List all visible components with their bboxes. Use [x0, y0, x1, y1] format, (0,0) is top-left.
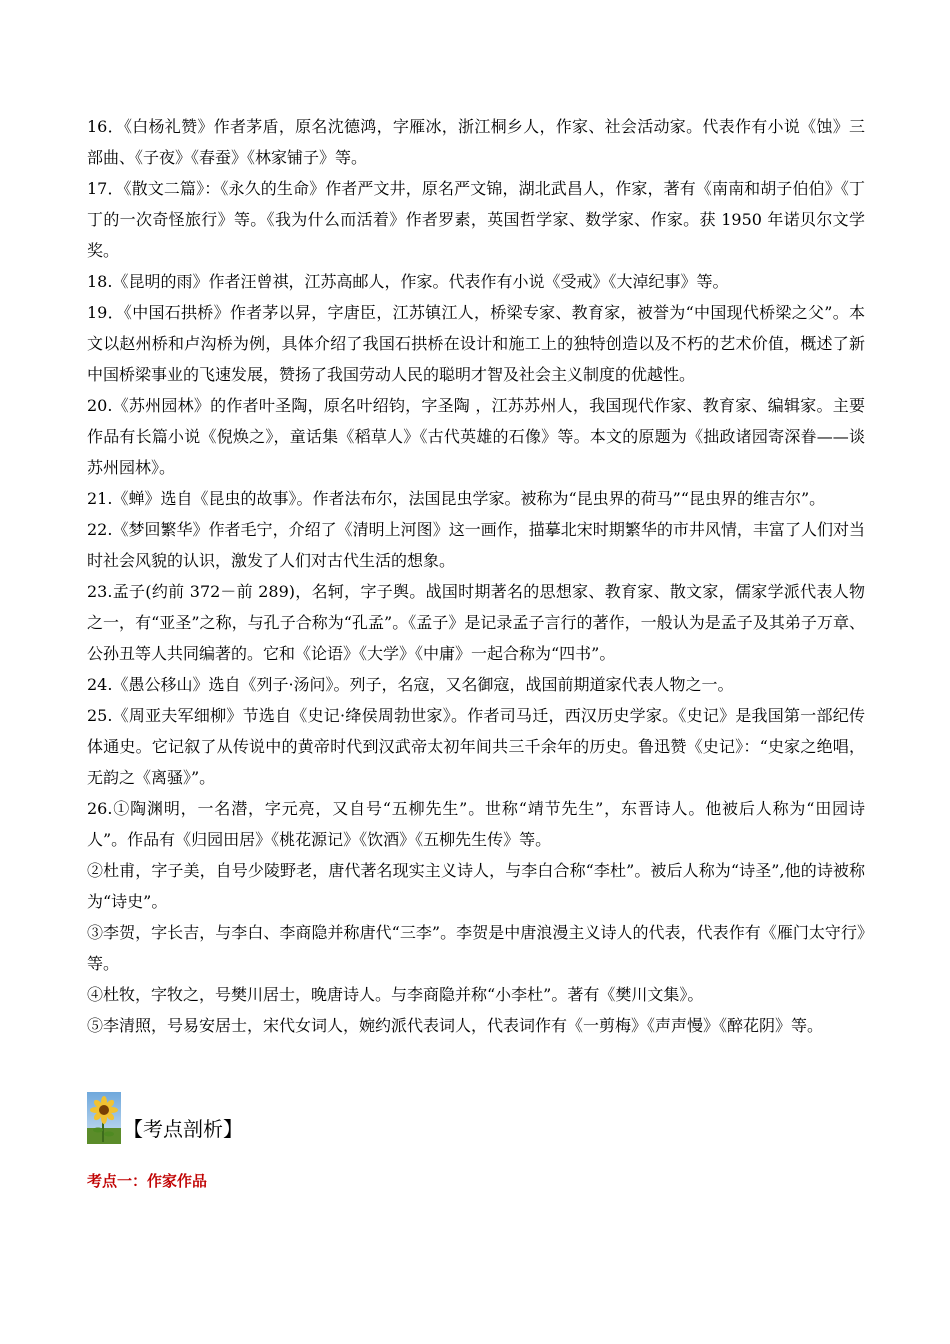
section-title: 【考点剖析】	[123, 1117, 243, 1141]
paragraph-18: 18.《昆明的雨》作者汪曾祺，江苏高邮人，作家。代表作有小说《受戒》《大淖纪事》等。	[87, 272, 729, 291]
paragraph-20: 20.《苏州园林》的作者叶圣陶，原名叶绍钧，字圣陶 ，江苏苏州人，我国现代作家、教育家、编辑家。主要作品有长篇小说《倪焕之》，童话集《稻草人》《古代英雄的石像》等。本文的原题为《拙政诸园寄深眷——谈苏州园林》。	[87, 396, 865, 477]
paragraph-21: 21.《蝉》选自《昆虫的故事》。作者法布尔，法国昆虫学家。被称为“昆虫界的荷马”“昆虫界的维吉尔”。	[87, 489, 826, 508]
section-header	[87, 1090, 243, 1144]
paragraph-16: 16．《白杨礼赞》作者茅盾，原名沈德鸿，字雁冰，浙江桐乡人，作家、社会活动家。代表作有小说《蚀》三部曲、《子夜》《春蚕》《林家铺子》等。	[87, 117, 865, 167]
subsection-title: 考点一：作家作品	[87, 1172, 208, 1190]
paragraph-26-li-qingzhao: ⑤李清照，号易安居士，宋代女词人，婉约派代表词人，代表词作有《一剪梅》《声声慢》《醉花阴》等。	[87, 1016, 824, 1035]
paragraph-26-tao-yuanming: 26.①陶渊明，一名潜，字元亮，又自号“五柳先生”。世称“靖节先生”，东晋诗人。他被后人称为“田园诗人”。作品有《归园田居》《桃花源记》《饮酒》《五柳先生传》等。	[87, 799, 865, 849]
paragraph-26-du-mu: ④杜牧，字牧之，号樊川居士，晚唐诗人。与李商隐并称“小李杜”。著有《樊川文集》。	[87, 985, 704, 1004]
body-text	[87, 111, 865, 1041]
sunflower-icon	[87, 1092, 121, 1144]
paragraph-26-li-he: ③李贺，字长吉，与李白、李商隐并称唐代“三李”。李贺是中唐浪漫主义诗人的代表，代表作有《雁门太守行》等。	[87, 923, 865, 973]
paragraph-17: 17．《散文二篇》：《永久的生命》作者严文井，原名严文锦，湖北武昌人，作家，著有《南南和胡子伯伯》《丁丁的一次奇怪旅行》等。《我为什么而活着》作者罗素，英国哲学家、数学家、作家。获 1950 年诺贝尔文学奖。	[87, 179, 865, 260]
paragraph-24: 24.《愚公移山》选自《列子·汤问》。列子，名寇，又名御寇，战国前期道家代表人物之一。	[87, 675, 734, 694]
paragraph-25: 25.《周亚夫军细柳》节选自《史记·绛侯周勃世家》。作者司马迁，西汉历史学家。《史记》是我国第一部纪传体通史。它记叙了从传说中的黄帝时代到汉武帝太初年间共三千余年的历史。鲁迅赞《史记》：“史家之绝唱，无韵之《离骚》”。	[87, 706, 865, 787]
paragraph-19: 19．《中国石拱桥》作者茅以昇，字唐臣，江苏镇江人，桥梁专家、教育家，被誉为“中国现代桥梁之父”。本文以赵州桥和卢沟桥为例，具体介绍了我国石拱桥在设计和施工上的独特创造以及不朽的艺术价值，概述了新中国桥梁事业的飞速发展，赞扬了我国劳动人民的聪明才智及社会主义制度的优越性。	[87, 303, 865, 384]
paragraph-26-du-fu: ②杜甫，字子美，自号少陵野老，唐代著名现实主义诗人，与李白合称“李杜”。被后人称为“诗圣”,他的诗被称为“诗史”。	[87, 861, 865, 911]
paragraph-23: 23.孟子(约前 372－前 289)，名轲，字子舆。战国时期著名的思想家、教育家、散文家，儒家学派代表人物之一，有“亚圣”之称，与孔子合称为“孔孟”。《孟子》是记录孟子言行的著作，一般认为是孟子及其弟子万章、公孙丑等人共同编著的。它和《论语》《大学》《中庸》一起合称为“四书”。	[87, 582, 865, 663]
paragraph-22: 22.《梦回繁华》作者毛宁，介绍了《清明上河图》这一画作，描摹北宋时期繁华的市井风情，丰富了人们对当时社会风貌的认识，激发了人们对古代生活的想象。	[87, 520, 865, 570]
